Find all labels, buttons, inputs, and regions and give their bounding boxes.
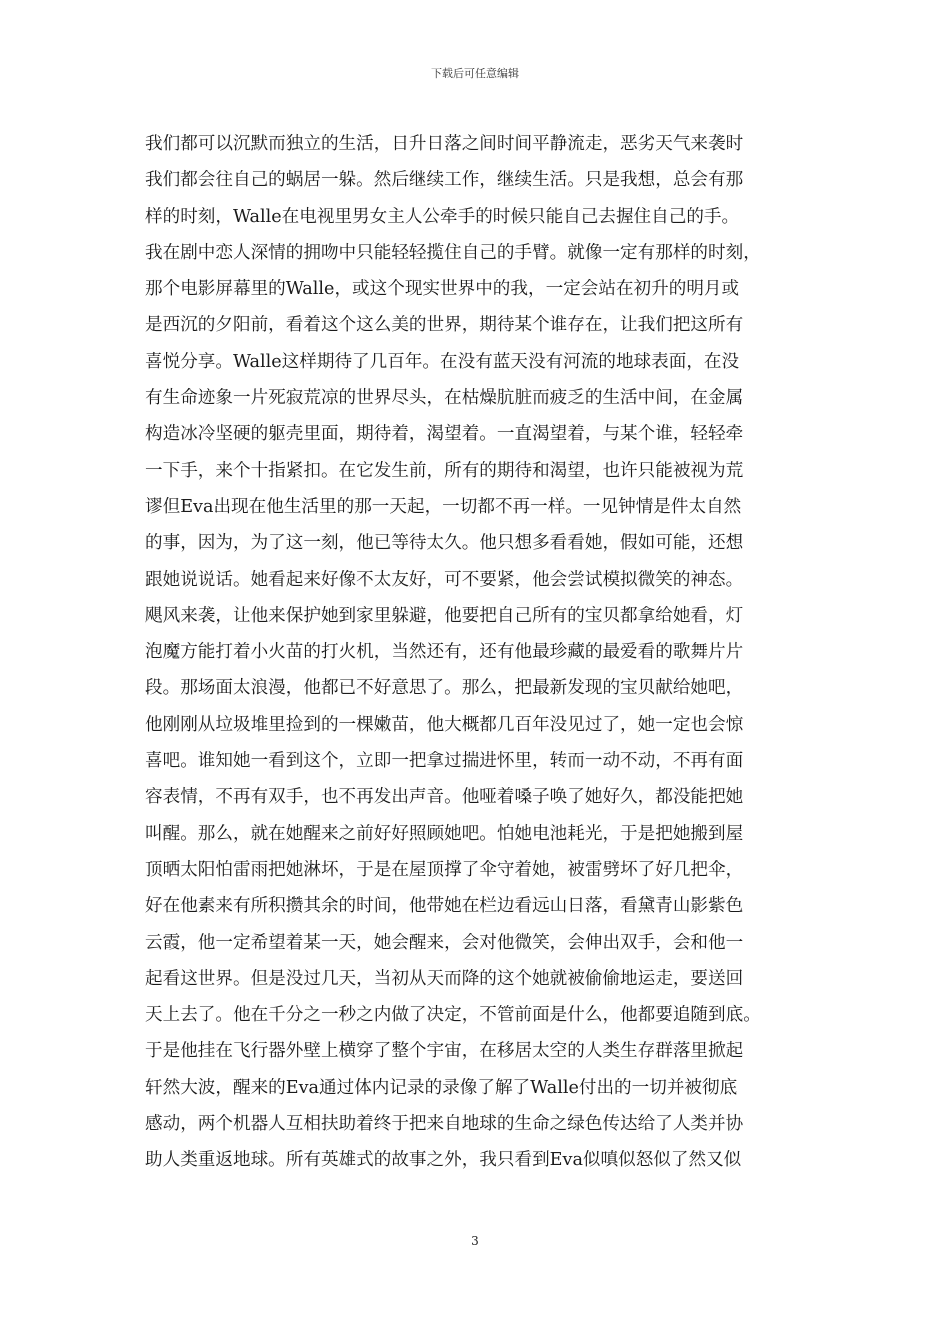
text-line: 轩然大波，醒来的Eva通过体内记录的录像了解了Walle付出的一切并被彻底 <box>145 1077 738 1098</box>
page-number: 3 <box>471 1234 479 1248</box>
text-line: 起看这世界。但是没过几天，当初从天而降的这个她就被偷偷地运走，要送回 <box>145 968 744 989</box>
text-line: 云霞，他一定希望着某一天，她会醒来，会对他微笑，会伸出双手，会和他一 <box>145 932 744 953</box>
text-line: 段。那场面太浪漫，他都已不好意思了。那么，把最新发现的宝贝献给她吧， <box>145 678 744 699</box>
page-header: 下载后可任意编辑 <box>431 67 519 80</box>
text-line: 喜悦分享。Walle这样期待了几百年。在没有蓝天没有河流的地球表面，在没 <box>145 351 740 372</box>
text-line: 我们都会往自己的蜗居一躲。然后继续工作，继续生活。只是我想，总会有那 <box>145 170 744 191</box>
text-line: 于是他挂在飞行器外壁上横穿了整个宇宙，在移居太空的人类生存群落里掀起 <box>145 1041 744 1062</box>
text-line: 谬但Eva出现在他生活里的那一天起，一切都不再一样。一见钟情是件太自然 <box>145 496 742 517</box>
text-line: 一下手，来个十指紧扣。在它发生前，所有的期待和渴望，也许只能被视为荒 <box>145 460 744 481</box>
text-line: 有生命迹象一片死寂荒凉的世界尽头，在枯燥肮脏而疲乏的生活中间，在金属 <box>145 388 744 409</box>
text-line: 顶晒太阳怕雷雨把她淋坏，于是在屋顶撑了伞守着她，被雷劈坏了好几把伞， <box>145 859 744 880</box>
text-line: 样的时刻，Walle在电视里男女主人公牵手的时候只能自己去握住自己的手。 <box>145 206 740 227</box>
text-line: 跟她说说话。她看起来好像不太友好，可不要紧，他会尝试模拟微笑的神态。 <box>145 569 744 590</box>
text-line: 那个电影屏幕里的Walle，或这个现实世界中的我，一定会站在初升的明月或 <box>145 279 740 300</box>
text-line: 叫醒。那么，就在她醒来之前好好照顾她吧。怕她电池耗光，于是把她搬到屋 <box>145 823 744 844</box>
text-line: 好在他素来有所积攒其余的时间，他带她在栏边看远山日落，看黛青山影紫色 <box>145 896 744 917</box>
text-line: 他刚刚从垃圾堆里捡到的一棵嫩苗，他大概都几百年没见过了，她一定也会惊 <box>145 714 744 735</box>
text-line: 我们都可以沉默而独立的生活，日升日落之间时间平静流走，恶劣天气来袭时 <box>145 134 744 154</box>
body-text <box>145 126 820 1179</box>
text-line: 是西沉的夕阳前，看着这个这么美的世界，期待某个谁存在，让我们把这所有 <box>145 315 744 336</box>
text-line: 我在剧中恋人深情的拥吻中只能轻轻揽住自己的手臂。就像一定有那样的时刻， <box>145 242 761 263</box>
text-line: 天上去了。他在千分之一秒之内做了决定，不管前面是什么，他都要追随到底。 <box>145 1005 761 1026</box>
text-line: 喜吧。谁知她一看到这个，立即一把拿过揣进怀里，转而一动不动，不再有面 <box>145 751 744 772</box>
text-line: 构造冰冷坚硬的躯壳里面，期待着，渴望着。一直渴望着，与某个谁，轻轻牵 <box>145 424 744 445</box>
text-line: 的事，因为，为了这一刻，他已等待太久。他只想多看看她，假如可能，还想 <box>145 533 744 554</box>
text-line: 飓风来袭，让他来保护她到家里躲避，他要把自己所有的宝贝都拿给她看，灯 <box>145 605 744 626</box>
text-line: 助人类重返地球。所有英雄式的故事之外，我只看到Eva似嗔似怒似了然又似 <box>145 1150 742 1171</box>
text-line: 容表情，不再有双手，也不再发出声音。他哑着嗓子唤了她好久，都没能把她 <box>145 787 744 808</box>
text-line: 泡魔方能打着小火苗的打火机，当然还有，还有他最珍藏的最爱看的歌舞片片 <box>145 642 744 663</box>
text-line: 感动，两个机器人互相扶助着终于把来自地球的生命之绿色传达给了人类并协 <box>145 1114 744 1135</box>
